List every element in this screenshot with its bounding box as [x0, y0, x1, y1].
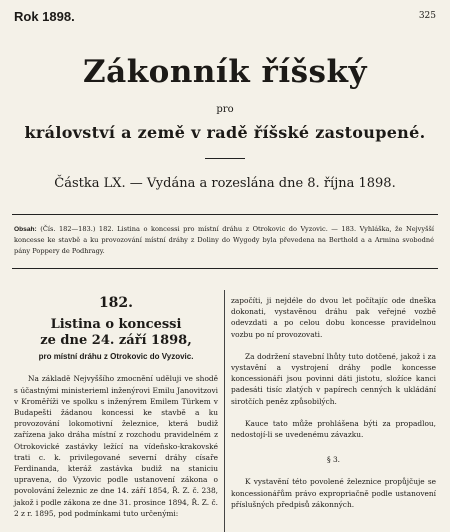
contents-label: Obsah: — [14, 226, 37, 233]
contents-block — [14, 224, 434, 257]
gazette-subtitle: království a země v radě říšské zastoupené. — [24, 123, 426, 142]
right-column — [231, 295, 436, 510]
contents-top-rule — [12, 214, 438, 215]
column-divider — [224, 290, 225, 532]
issue-line: Částka LX. — Vydána a rozeslána dne 8. října 1898. — [54, 176, 396, 191]
contents-bottom-rule — [12, 268, 438, 269]
act-heading-1: Listina o koncessi — [50, 317, 182, 333]
paragraph-2: Za dodržení stavební lhůty tuto dotčené, jakož i za vystavění a vystrojení dráhy podle koncesse koncessionáři jsou povinni dáti jistotu, složíce kanci padesáti tisíc zlatých v papírech cenných k ukládání sirotčích peněz způsobilých. — [231, 351, 436, 406]
gazette-title: Zákonník říšský — [82, 54, 367, 90]
page-number: 325 — [418, 11, 436, 21]
left-column — [14, 294, 218, 519]
title-divider — [205, 158, 245, 159]
act-subheading: pro místní dráhu z Otrokovic do Vyzovic. — [38, 352, 194, 362]
paragraph-3: Kauce tato může prohlášena býti za propadlou, nedostojí-li se uvedenému závazku. — [231, 418, 436, 440]
year-label: Rok 1898. — [14, 9, 75, 24]
act-heading-2: ze dne 24. září 1898, — [40, 333, 192, 349]
contents-text: (Čís. 182—183.) 182. Listina o koncessi pro místní dráhu z Otrokovic do Vyzovic. — 183. Vyhláška, že Nejvyšší koncesse ke stavbě a ku provozování místní dráhy z Doliny do Wygody byla převedena na Berthold a a Armina svobodné pány Poppery de Podhragy. — [14, 225, 434, 255]
act-number: 182. — [98, 295, 134, 311]
paragraph-4: K vystavění této povolené železnice propůjčuje se koncessionářům právo expropriačně podle ustanovení příslušných předpisů zákonných. — [231, 477, 436, 509]
gazette-pro: pro — [216, 104, 234, 115]
section-mark: § 3. — [326, 455, 341, 465]
paragraph-1: započíti, ji nejdéle do dvou let počítajíc ode dneška dokonati, vystavěnou dráhu pak veřejné vozbě odevzdati a po celou dobu koncesse pravidelnou vozbu po ní provozovati. — [231, 296, 436, 339]
act-paragraph: Na základě Nejvyššího zmocnění uděluji ve shodě s účastnými ministerieml inženýrovi Emilu Janovitzovi v Kroměříži ve spolku s inženýrem Emilem Türkem v Budapešti žádanou koncessi ke stavbě a ku provozování lokomotivní železnice, která budiž zařízena jako dráha místní z rozchodu pravidelném z Otrokovické zastávky ležící na vídeňsko-krakovské trati c. k. privilegované severní dráhy císaře Ferdinanda, kteráž zastávka budiž na staniciu upravena, do Vyzovic podle ustanovení zákona o povolování železnic ze dne 14. září 1854, Ř. Z. č. 238, jakož i podle zákona ze dne 31. prosince 1894, Ř. Z. č. 2 z r. 1895, pod podmínkami tuto určenými: — [14, 374, 218, 518]
